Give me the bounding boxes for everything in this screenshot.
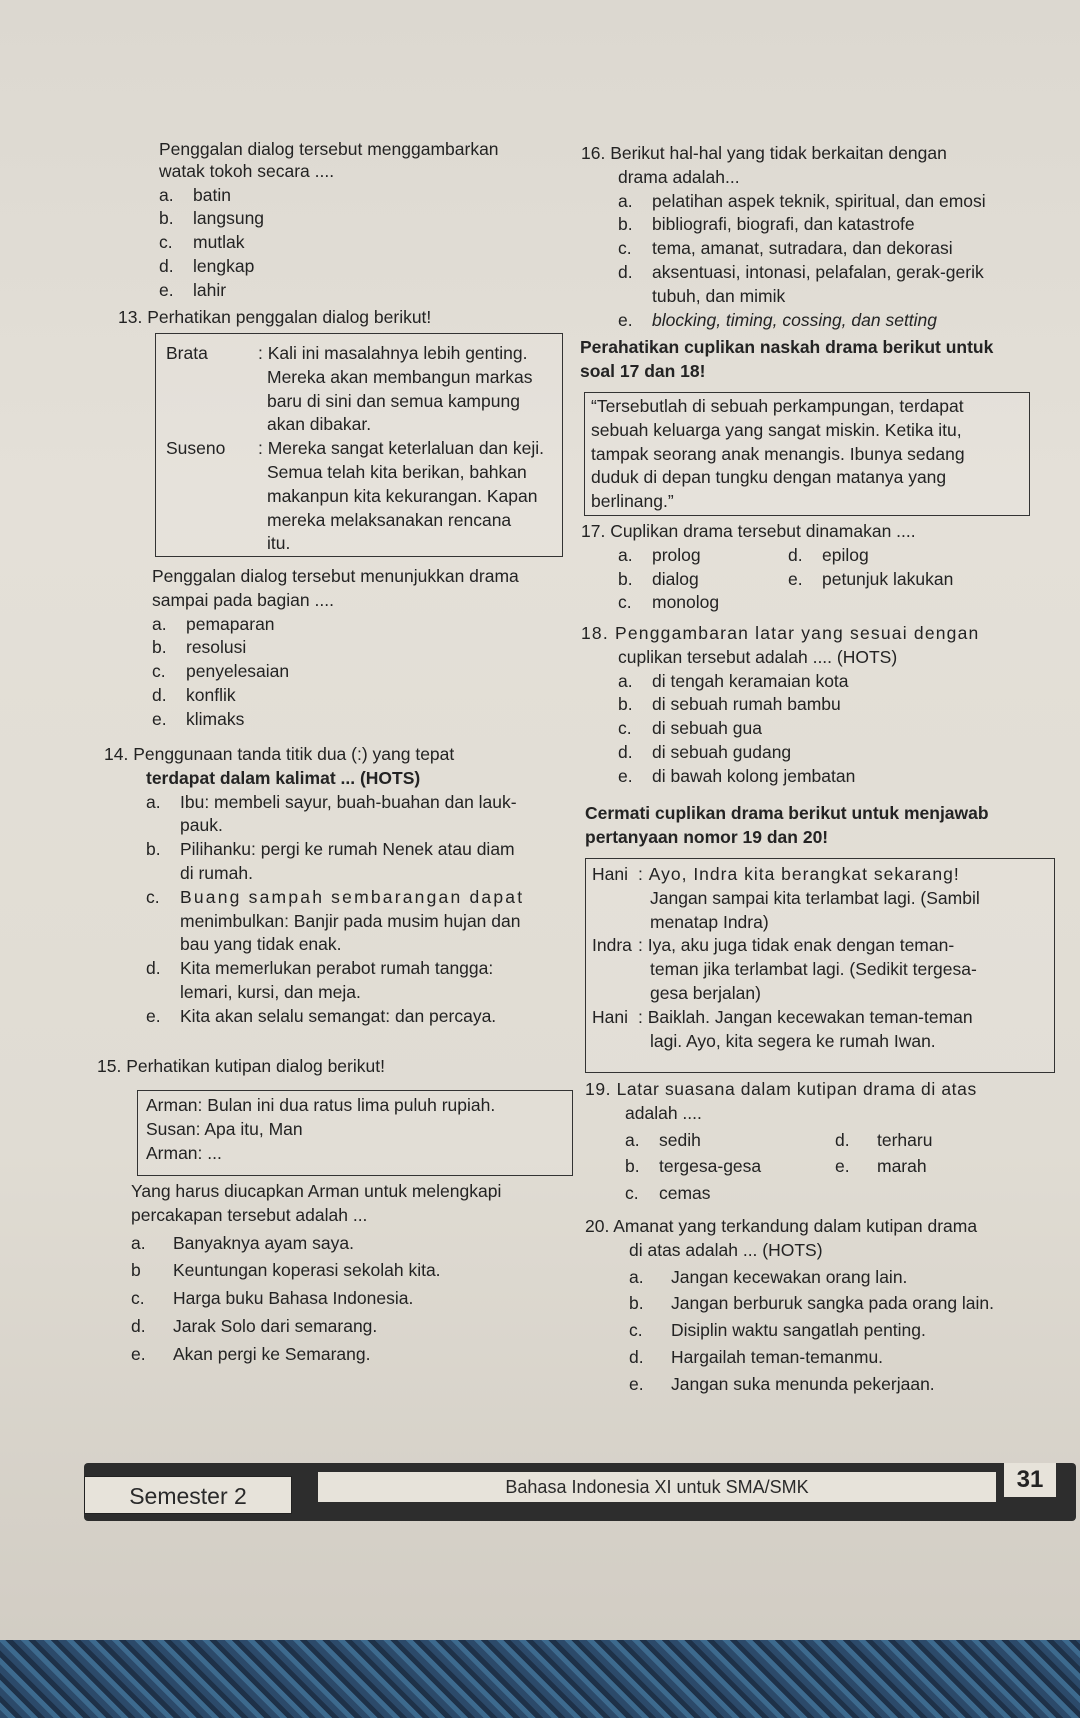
instruction-19-20: Cermati cuplikan drama berikut untuk menjawab pertanyaan nomor 19 dan 20! bbox=[585, 803, 989, 847]
option[interactable]: a. Banyaknya ayam saya. bbox=[131, 1232, 354, 1253]
book-title: Bahasa Indonesia XI untuk SMA/SMK bbox=[318, 1472, 996, 1502]
dialog-line: Hani : Ayo, Indra kita berangkat sekarang! Jangan sampai kita terlambat lagi. (Sambil menatap Indra) bbox=[592, 863, 1050, 934]
instruction-17-18: Perahatikan cuplikan naskah drama berikut untuk soal 17 dan 18! bbox=[580, 337, 994, 381]
option[interactable]: c. cemas bbox=[625, 1183, 711, 1204]
option[interactable]: b. Jangan berburuk sangka pada orang lain. bbox=[629, 1293, 995, 1314]
question-15-stem: 15. Perhatikan kutipan dialog berikut! bbox=[97, 1056, 385, 1076]
dialog-line: Arman : ... bbox=[146, 1142, 566, 1166]
speaker-name: Hani bbox=[592, 864, 628, 884]
option[interactable]: b. dialog bbox=[618, 568, 699, 589]
option[interactable]: b. Pilihanku: pergi ke rumah Nenek atau diam di rumah. bbox=[146, 839, 515, 883]
option[interactable]: d. Jarak Solo dari semarang. bbox=[131, 1315, 378, 1336]
speaker-name: Indra bbox=[592, 935, 632, 956]
question-18: 18. Penggambaran latar yang sesuai dengan cuplikan tersebut adalah .... (HOTS) a. di tengah keramaian kota b. di sebuah rumah bambu c. di sebuah gua d. di sebuah gudang e. di bawah kolong jembatan bbox=[581, 622, 1041, 789]
option[interactable]: c. penyelesaian bbox=[152, 661, 290, 682]
option[interactable]: e. lahir bbox=[159, 279, 227, 300]
option[interactable]: b. di sebuah rumah bambu bbox=[618, 694, 841, 715]
option[interactable]: c. monolog bbox=[618, 592, 720, 613]
speaker-name: Arman bbox=[146, 1142, 198, 1163]
option[interactable]: a. Ibu: membeli sayur, buah-buahan dan lauk- pauk. bbox=[146, 791, 517, 836]
option[interactable]: d. di sebuah gudang bbox=[618, 741, 792, 762]
page-number: 31 bbox=[1004, 1463, 1056, 1497]
speaker-name: Arman bbox=[146, 1095, 198, 1115]
speaker-name: Susan bbox=[146, 1118, 196, 1139]
option[interactable]: e. di bawah kolong jembatan bbox=[618, 765, 856, 786]
semester-label: Semester 2 bbox=[84, 1476, 292, 1514]
option[interactable]: b. resolusi bbox=[152, 637, 247, 658]
speaker-name: Suseno bbox=[166, 438, 226, 459]
option[interactable]: a. di tengah keramaian kota bbox=[618, 670, 849, 691]
question-13: Penggalan dialog tersebut menunjukkan drama sampai pada bagian .... a. pemaparan b. resolusi c. penyelesaian d. konflik e. klimaks bbox=[152, 565, 582, 732]
option[interactable]: c. tema, amanat, sutradara, dan dekorasi bbox=[618, 238, 953, 259]
question-19: 19. Latar suasana dalam kutipan drama di atas adalah .... a. sedih d. terharu b. tergesa-gesa e. marah c. cemas bbox=[585, 1078, 1065, 1206]
tablecloth bbox=[0, 1640, 1080, 1718]
option[interactable]: d. terharu bbox=[835, 1129, 933, 1150]
dialog-line: Suseno : Mereka sangat keterlaluan dan keji. Semua telah kita berikan, bahkan makanpun kita kekurangan. Kapan mereka melaksanakan rencana itu. bbox=[166, 437, 558, 556]
question-stem: Penggalan dialog tersebut menggambarkan bbox=[159, 139, 499, 159]
question-20: 20. Amanat yang terkandung dalam kutipan drama di atas adalah ... (HOTS) a. Jangan kecewakan orang lain. b. Jangan berburuk sangka pada orang lain. c. Disiplin waktu sangatlah penting. d. Hargailah teman-temanmu. e. Jangan suka menunda pekerjaan. bbox=[585, 1215, 1065, 1397]
option[interactable]: d. Hargailah teman-temanmu. bbox=[629, 1346, 884, 1367]
option[interactable]: a. batin bbox=[159, 184, 231, 205]
option[interactable]: c. Buang sampah sembarangan dapat menimbulkan: Banjir pada musim hujan dan bau yang tidak enak. bbox=[146, 886, 525, 955]
question-16: 16. Berikut hal-hal yang tidak berkaitan dengan drama adalah... a. pelatihan aspek teknik, spiritual, dan emosi b. bibliografi, biografi, dan katastrofe c. tema, amanat, sutradara, dan dekorasi d. aksentuasi, intonasi, pelafalan, gerak-gerik tubuh, dan mimik e. blocking, timing, cossing, dan setting bbox=[581, 142, 1031, 332]
option[interactable]: c. Harga buku Bahasa Indonesia. bbox=[131, 1288, 414, 1309]
dialog-line: Indra : Iya, aku juga tidak enak dengan teman- teman jika terlambat lagi. (Sedikit tergesa- gesa berjalan) bbox=[592, 934, 1050, 1005]
option[interactable]: d. epilog bbox=[788, 544, 869, 565]
option[interactable]: a. sedih bbox=[625, 1129, 701, 1150]
option[interactable]: b. langsung bbox=[159, 208, 265, 229]
option-row bbox=[581, 591, 1041, 615]
dialog-box-15 bbox=[137, 1090, 573, 1176]
dialog-box-19-20 bbox=[585, 858, 1055, 1073]
dialog-line: Hani : Baiklah. Jangan kecewakan teman-teman lagi. Ayo, kita segera ke rumah Iwan. bbox=[592, 1006, 1050, 1054]
question-12 bbox=[159, 138, 579, 303]
dialog-box-13 bbox=[155, 333, 563, 557]
excerpt-box-17-18: “Tersebutlah di sebuah perkampungan, terdapat sebuah keluarga yang sangat miskin. Ketika itu, tampak seorang anak menangis. Ibunya sedang duduk di depan tungku dengan matanya yang berlinang.” bbox=[584, 392, 1030, 516]
question-17: 17. Cuplikan drama tersebut dinamakan .... a. prolog d. epilog b. dialog e. petunjuk lakukan c. monolog bbox=[581, 520, 1041, 615]
question-14: 14. Penggunaan tanda titik dua (:) yang tepat terdapat dalam kalimat ... (HOTS) a. Ibu: membeli sayur, buah-buahan dan lauk- pauk. b. Pilihanku: pergi ke rumah Nenek atau diam di rumah. c. Buang sampah sembarangan dapat menimbulkan: Banjir pada musim hujan dan bau yang tidak enak. d. Kita memerlukan perabot rumah tangga: lemari, kursi, dan meja. e. Kita akan selalu semangat: dan percaya. bbox=[104, 743, 584, 1029]
dialog-line: Susan : Apa itu, Man bbox=[146, 1118, 566, 1142]
option[interactable]: a. pemaparan bbox=[152, 613, 275, 634]
option[interactable]: e. Jangan suka menunda pekerjaan. bbox=[629, 1373, 935, 1394]
question-13-stem: 13. Perhatikan penggalan dialog berikut! bbox=[118, 307, 432, 327]
option-row bbox=[585, 1182, 1065, 1206]
question-15: Yang harus diucapkan Arman untuk melengkapi percakapan tersebut adalah ... a. Banyaknya ayam saya. b Keuntungan koperasi sekolah kita. c. Harga buku Bahasa Indonesia. d. Jarak Solo dari semarang. e. Akan pergi ke Semarang. bbox=[131, 1180, 591, 1367]
option[interactable]: d. konflik bbox=[152, 684, 236, 705]
option[interactable]: c. Disiplin waktu sangatlah penting. bbox=[629, 1320, 926, 1341]
dialog-line: Arman : Bulan ini dua ratus lima puluh rupiah. bbox=[146, 1094, 566, 1118]
option[interactable]: e. petunjuk lakukan bbox=[788, 568, 954, 589]
option[interactable]: a. Jangan kecewakan orang lain. bbox=[629, 1266, 908, 1287]
option-row bbox=[581, 544, 1041, 568]
question-stem: watak tokoh secara .... bbox=[159, 160, 335, 181]
dialog-line: Brata : Kali ini masalahnya lebih genting. Mereka akan membangun markas baru di sini dan semua kampung akan dibakar. bbox=[166, 342, 558, 437]
option-row bbox=[581, 568, 1041, 592]
option[interactable]: e. klimaks bbox=[152, 708, 245, 729]
option[interactable]: a. prolog bbox=[618, 544, 701, 565]
option[interactable]: d. aksentuasi, intonasi, pelafalan, gerak-gerik tubuh, dan mimik bbox=[618, 261, 984, 306]
speaker-name: Brata bbox=[166, 343, 208, 363]
option[interactable]: d. lengkap bbox=[159, 255, 255, 276]
option[interactable]: b. tergesa-gesa bbox=[625, 1156, 762, 1177]
option[interactable]: c. mutlak bbox=[159, 232, 245, 253]
option[interactable]: b Keuntungan koperasi sekolah kita. bbox=[131, 1260, 441, 1281]
option[interactable]: e. blocking, timing, cossing, dan setting bbox=[618, 309, 938, 330]
option-row bbox=[585, 1155, 1065, 1179]
option-row bbox=[585, 1129, 1065, 1153]
option[interactable]: d. Kita memerlukan perabot rumah tangga: lemari, kursi, dan meja. bbox=[146, 958, 494, 1002]
option[interactable]: e. Kita akan selalu semangat: dan percaya. bbox=[146, 1005, 497, 1026]
option[interactable]: a. pelatihan aspek teknik, spiritual, dan emosi bbox=[618, 190, 986, 211]
option[interactable]: c. di sebuah gua bbox=[618, 718, 762, 739]
option[interactable]: b. bibliografi, biografi, dan katastrofe bbox=[618, 214, 915, 235]
option[interactable]: e. marah bbox=[835, 1156, 927, 1177]
option[interactable]: e. Akan pergi ke Semarang. bbox=[131, 1343, 371, 1364]
speaker-name: Hani bbox=[592, 1006, 628, 1027]
